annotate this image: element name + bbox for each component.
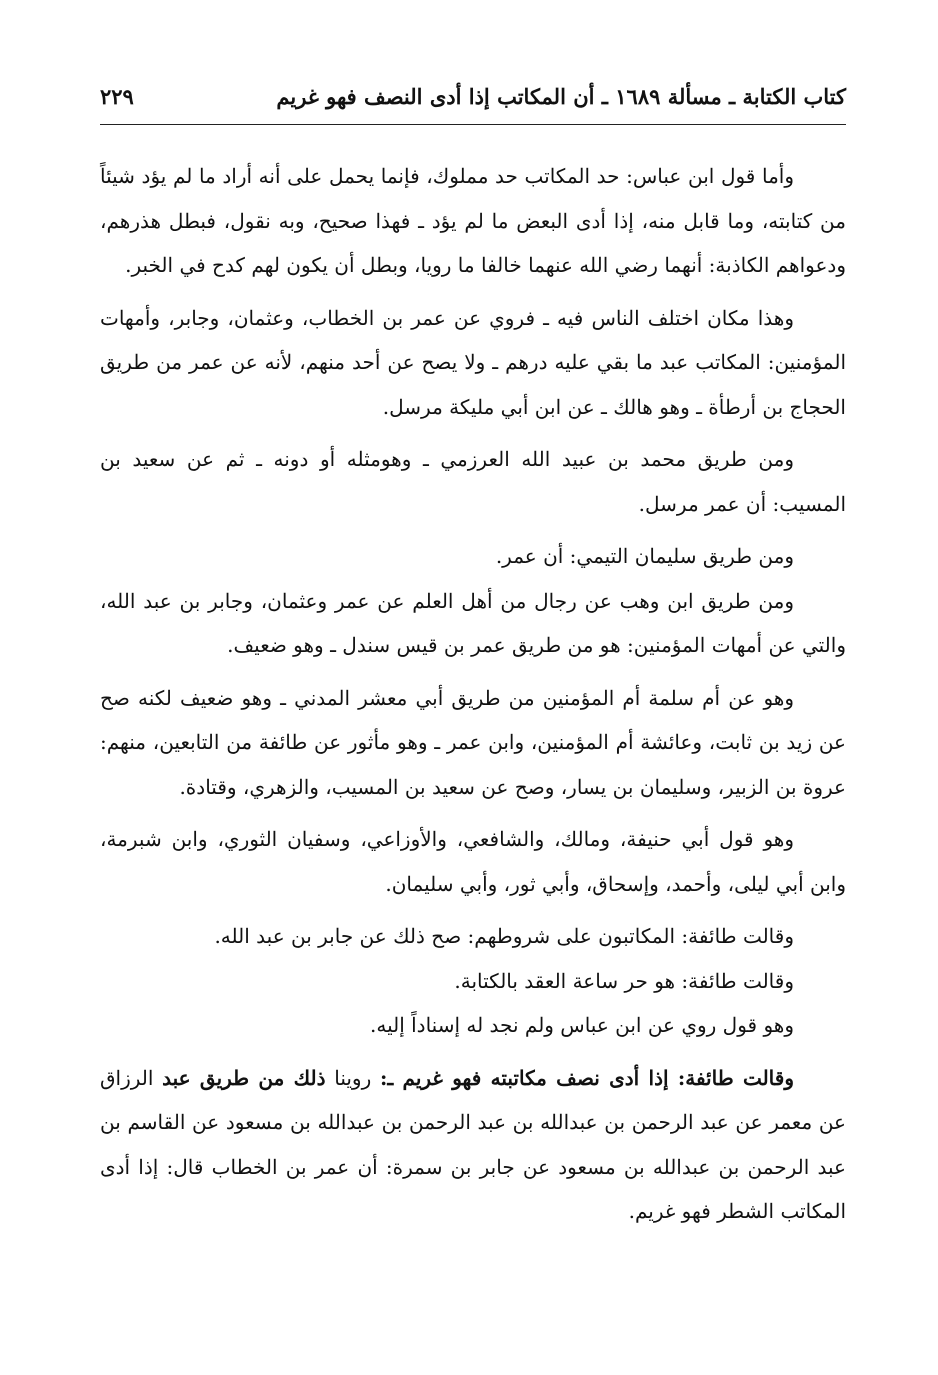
paragraph-11 [100,1056,846,1234]
page-number: ٢٢٩ [100,83,134,109]
paragraph-11-text: الرزاق عن معمر عن عبد الرحمن بن عبدالله بن عبد الرحمن بن عبدالله بن مسعود عن القاسم بن عبد الرحمن بن عبدالله بن مسعود عن جابر بن سمرة: أن عمر بن الخطاب قال: إذا أدى المكاتب الشطر فهو غريم. [100,1065,846,1223]
paragraph-11-middle: روينا [325,1065,380,1090]
paragraph-4: ومن طريق سليمان التيمي: أن عمر. [495,544,794,568]
paragraph-1: وأما قول ابن عباس: حد المكاتب حد مملوك، فإنما يحمل على أنه أراد ما لم يؤد شيئاً من كتابته، وما قابل منه، إذا أدى البعض ما لم يؤد ـ فهذا صحيح، وبه نقول، فبطل هذرهم، ودعواهم الكاذبة: أنهما رضي الله عنهما خالفا ما رويا، وبطل أن يكون لهم كدح في الخبر. [100,164,846,277]
paragraph-6: وهو عن أم سلمة أم المؤمنين من طريق أبي معشر المدني ـ وهو ضعيف لكنه صح عن زيد بن ثابت، وعائشة أم المؤمنين، وابن عمر ـ وهو مأثور عن طائفة من التابعين، منهم: عروة بن الزبير، وسليمان بن يسار، وصح عن سعيد بن المسيب، والزهري، وقتادة. [100,685,846,799]
body-text [100,154,846,1242]
paragraph-11-bold-mid: ذلك من طريق عبد [162,1065,326,1090]
paragraph-5: ومن طريق ابن وهب عن رجال من أهل العلم عن عمر وعثمان، وجابر بن عبد الله، والتي عن أمهات المؤمنين: هو من طريق عمر بن قيس سندل ـ وهو ضعيف. [100,588,846,657]
running-header [100,76,846,116]
paragraph-2: وهذا مكان اختلف الناس فيه ـ فروي عن عمر بن الخطاب، وعثمان، وجابر، وأمهات المؤمنين: المكاتب عبد ما بقي عليه درهم ـ ولا يصح عن أحد منهم، لأنه عن عمر من طريق الحجاج بن أرطأة ـ وهو هالك ـ عن ابن أبي مليكة مرسل. [100,305,846,419]
paragraph-11-lead: وقالت طائفة: إذا أدى نصف مكاتبته فهو غريم ـ: [379,1065,794,1090]
paragraph-8: وقالت طائفة: المكاتبون على شروطهم: صح ذلك عن جابر بن عبد الله. [214,924,794,948]
paragraph-3: ومن طريق محمد بن عبيد الله العرزمي ـ وهومثله أو دونه ـ ثم عن سعيد بن المسيب: أن عمر مرسل. [100,447,846,516]
paragraph-9: وقالت طائفة: هو حر ساعة العقد بالكتابة. [454,968,794,993]
header-rule [100,124,846,125]
header-title: كتاب الكتابة ـ مسألة ١٦٨٩ ـ أن المكاتب إذا أدى النصف فهو غريم [276,83,846,109]
paragraph-10: وهو قول روي عن ابن عباس ولم نجد له إسناداً إليه. [369,1013,794,1037]
paragraph-7: وهو قول أبي حنيفة، ومالك، والشافعي، والأوزاعي، وسفيان الثوري، وابن شبرمة، وابن أبي ليلى، وأحمد، وإسحاق، وأبي ثور، وأبي سليمان. [100,827,846,896]
